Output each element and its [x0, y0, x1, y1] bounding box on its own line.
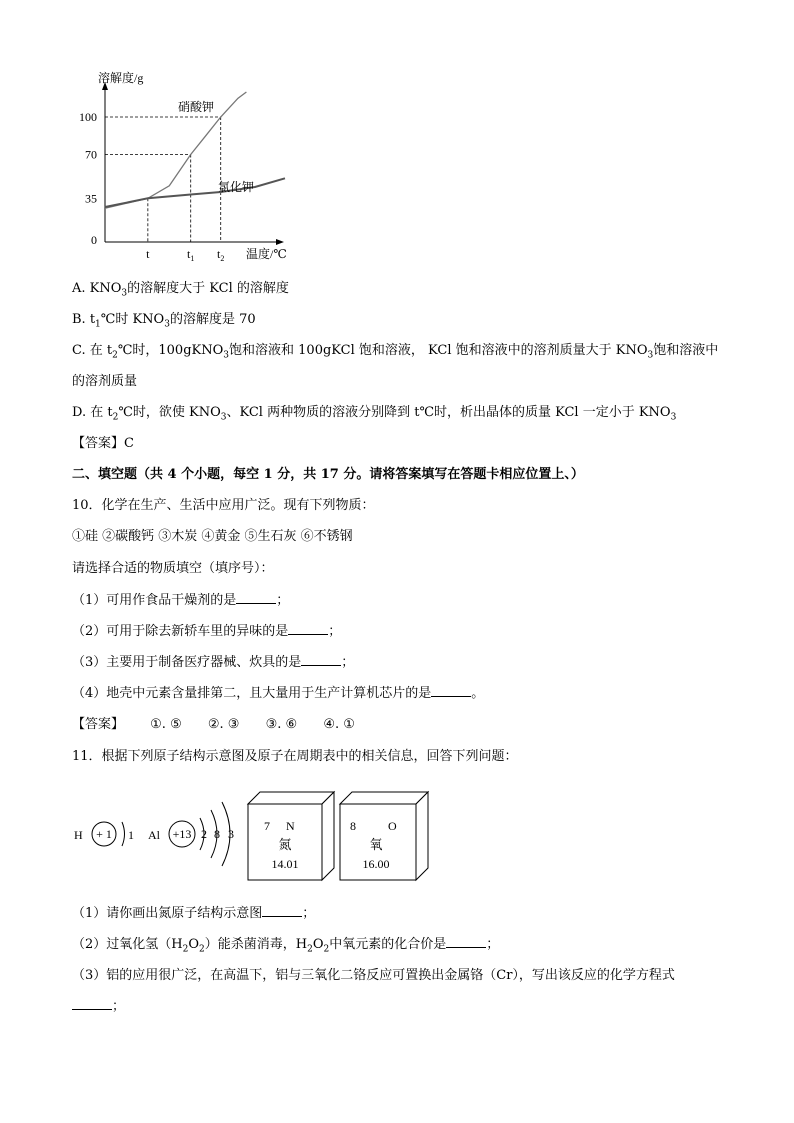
x-axis-arrow	[276, 239, 284, 245]
q10-sub4: （4）地壳中元素含量排第二，且大量用于生产计算机芯片的是 。	[72, 686, 485, 701]
h-symbol: H	[74, 828, 83, 842]
oxygen-symbol: O	[388, 819, 397, 833]
nitrogen-symbol: N	[286, 819, 295, 833]
option-c: C. 在 $t_2℃$时，100gKNO$_3$饱和溶液和 100gKCl 饱和溶液， KCl 饱和溶液中的溶剂质量大于 $KNO_3$饱和溶液中	[72, 343, 719, 361]
x-axis-label: 温度/℃	[246, 247, 287, 261]
q11-sub3: （3）铝的应用很广泛，在高温下，铝与三氧化二铬反应可置换出金属铬（Cr），写出该反应的化学方程式	[72, 968, 675, 983]
al-shell-electrons-3: 3	[228, 827, 234, 841]
y-tick-label: 70	[85, 147, 97, 162]
answer-blank[interactable]	[301, 653, 341, 666]
option-d: D. 在 $t_2℃$时，欲使 $KNO_3$、KCl 两种物质的溶液分别降到 t℃时，析出晶体的质量 KCl 一定小于 $KNO_3$	[72, 405, 677, 423]
oxygen-name: 氧	[369, 838, 383, 853]
h-shell	[122, 822, 125, 846]
oxygen-cell	[340, 792, 428, 880]
h-shell-electrons: 1	[128, 828, 134, 842]
answer-9: 【答案】C	[72, 436, 134, 451]
nitrogen-number: 7	[264, 819, 270, 833]
al-symbol: Al	[148, 828, 160, 842]
q11-stem: 11．根据下列原子结构示意图及原子在周期表中的相关信息，回答下列问题：	[72, 749, 518, 764]
q11-sub2: （2）过氧化氢$(H_2O_2)$能杀菌消毒，$H_2O_2$中氧元素的化合价是 ；	[72, 937, 500, 955]
y-tick-label: 100	[79, 110, 97, 124]
answer-blank[interactable]	[288, 622, 328, 635]
x-tick-label: $t_2$	[217, 247, 225, 263]
x-tick-label: t	[146, 247, 150, 261]
y-tick-label: 35	[85, 191, 97, 206]
q10-sub3: （3）主要用于制备医疗器械、炊具的是 ；	[72, 655, 355, 670]
option-b: B. $t_1℃$时 $KNO_3$的溶解度是 70	[72, 312, 256, 330]
answer-blank[interactable]	[431, 684, 471, 697]
nitrogen-mass: 14.01	[271, 857, 299, 871]
series-label-kno3: 硝酸钾	[178, 100, 215, 114]
atom-structure-diagram	[70, 782, 440, 882]
q10-instruction: 请选择合适的物质填空（填序号）：	[72, 561, 274, 576]
series-label-kcl: 氯化钾	[218, 180, 255, 194]
nitrogen-name: 氮	[278, 838, 292, 853]
al-shell-electrons-2: 8	[214, 827, 220, 841]
solubility-chart	[60, 70, 300, 265]
oxygen-mass: 16.00	[362, 857, 390, 871]
answer-blank[interactable]	[262, 904, 302, 917]
h-nucleus-charge: + 1	[96, 827, 112, 841]
answer-blank[interactable]	[72, 997, 112, 1010]
q10-sub2: （2）可用于除去新轿车里的异味的是 ；	[72, 624, 342, 639]
series-line-kcl	[105, 178, 285, 207]
q10-stem: 10．化学在生产、生活中应用广泛。现有下列物质：	[72, 498, 375, 513]
q10-answer: 【答案】 ①. ⑤ ②. ③ ③. ⑥ ④. ①	[72, 717, 355, 732]
y-tick-label: 0	[91, 233, 97, 247]
section-2-header: 二、填空题（共 4 个小题，每空 1 分，共 17 分。请将答案填写在答题卡相应位置上、）	[72, 467, 584, 482]
y-axis-label: 溶解度/g	[98, 71, 144, 85]
option-a: A. $KNO_3$的溶解度大于 KCl 的溶解度	[72, 281, 289, 299]
q11-sub3-blank: ；	[72, 995, 125, 1014]
q10-sub1: （1）可用作食品干燥剂的是 ；	[72, 593, 290, 608]
answer-blank[interactable]	[236, 591, 276, 604]
nitrogen-cell	[248, 792, 334, 880]
q11-sub1: （1）请你画出氮原子结构示意图 ；	[72, 906, 316, 921]
x-tick-label: $t_1$	[187, 247, 195, 263]
al-shell-electrons-1: 2	[201, 827, 207, 841]
oxygen-number: 8	[350, 819, 356, 833]
al-nucleus-charge: +13	[172, 827, 192, 841]
answer-blank[interactable]	[446, 935, 486, 948]
q10-substances: ①硅 ②碳酸钙 ③木炭 ④黄金 ⑤生石灰 ⑥不锈钢	[72, 529, 353, 544]
option-c-line2: 的溶剂质量	[72, 374, 138, 389]
